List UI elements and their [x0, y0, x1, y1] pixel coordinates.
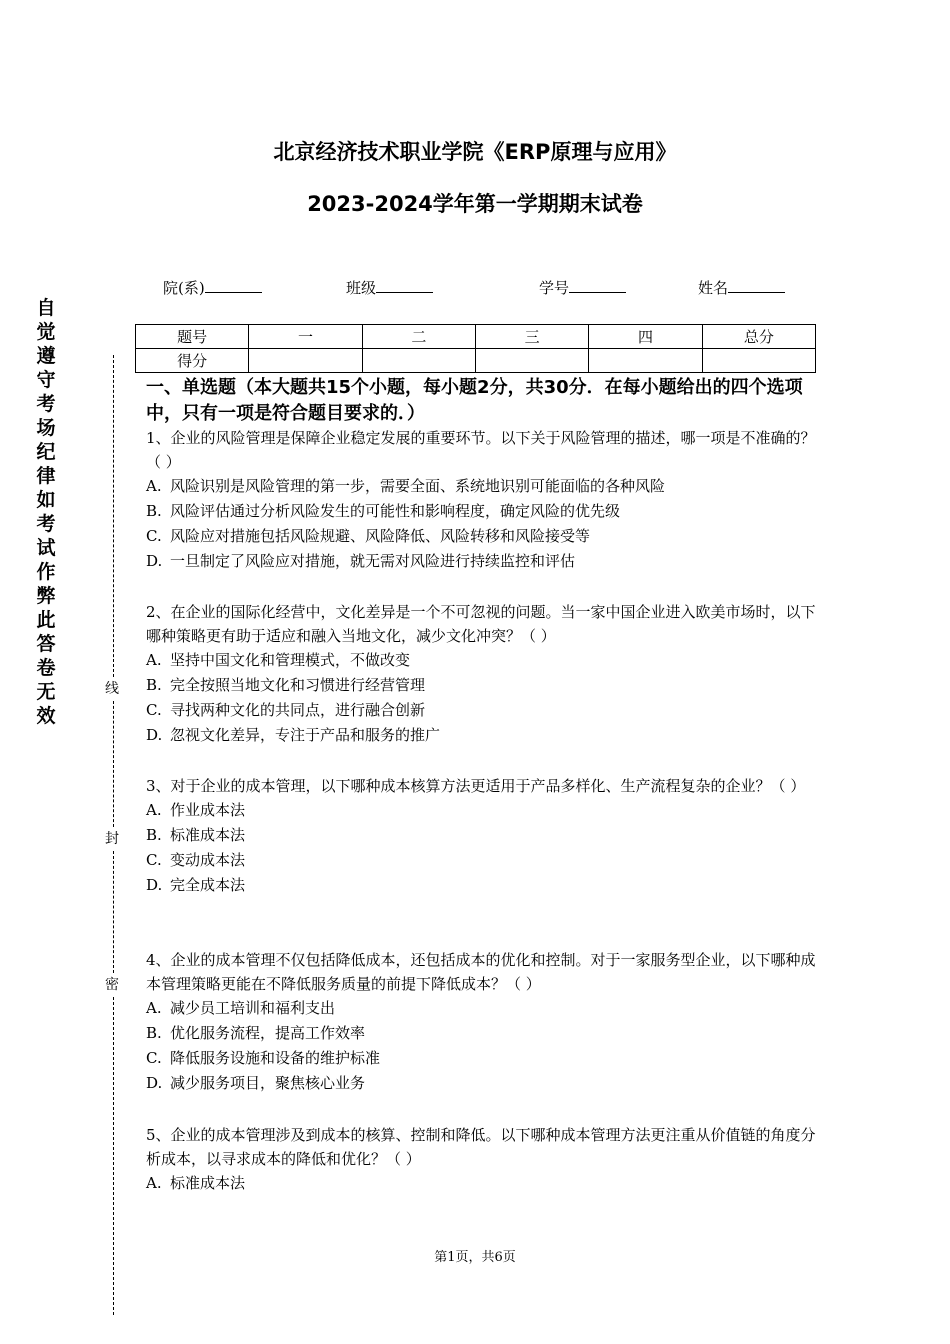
- score-cell-2[interactable]: [362, 349, 475, 373]
- binding-dash-line: [113, 355, 114, 677]
- score-cell-4[interactable]: [589, 349, 702, 373]
- option-b[interactable]: B. 风险评估通过分析风险发生的可能性和影响程度，确定风险的优先级: [146, 502, 621, 520]
- question-stem: 3、对于企业的成本管理，以下哪种成本核算方法更适用于产品多样化、生产流程复杂的企业？（ ）: [146, 777, 806, 795]
- option-b[interactable]: B. 优化服务流程，提高工作效率: [146, 1024, 366, 1042]
- score-cell-total[interactable]: [702, 349, 815, 373]
- score-row-label: 得分: [136, 349, 249, 373]
- option-d[interactable]: D. 一旦制定了风险应对措施，就无需对风险进行持续监控和评估: [146, 552, 576, 570]
- name-field: [698, 277, 785, 298]
- name-blank[interactable]: [728, 278, 785, 293]
- score-table-score-row: [136, 349, 816, 373]
- class-blank[interactable]: [376, 278, 433, 293]
- option-b[interactable]: B. 完全按照当地文化和习惯进行经营管理: [146, 676, 426, 694]
- option-a[interactable]: A. 风险识别是风险管理的第一步，需要全面、系统地识别可能面临的各种风险: [146, 477, 666, 495]
- question-5: [146, 1123, 816, 1196]
- question-1: [146, 426, 816, 574]
- question-stem: 2、在企业的国际化经营中，文化差异是一个不可忽视的问题。当一家中国企业进入欧美市场时，以下哪种策略更有助于适应和融入当地文化，减少文化冲突？（ ）: [146, 603, 816, 645]
- score-table-cell: 一: [249, 325, 362, 349]
- question-4: [146, 948, 816, 1096]
- score-table: [135, 324, 816, 373]
- option-c[interactable]: C. 寻找两种文化的共同点，进行融合创新: [146, 701, 426, 719]
- dept-label: 院(系): [163, 279, 205, 297]
- score-cell-3[interactable]: [475, 349, 588, 373]
- option-a[interactable]: A. 坚持中国文化和管理模式，不做改变: [146, 651, 411, 669]
- option-a[interactable]: A. 标准成本法: [146, 1174, 246, 1192]
- option-d[interactable]: D. 减少服务项目，聚焦核心业务: [146, 1074, 366, 1092]
- score-table-cell: 总分: [702, 325, 815, 349]
- binding-dash-line: [113, 997, 114, 1315]
- class-field: [346, 277, 433, 298]
- score-table-cell: 二: [362, 325, 475, 349]
- score-table-cell: 题号: [136, 325, 249, 349]
- option-a[interactable]: A. 减少员工培训和福利支出: [146, 999, 336, 1017]
- exam-title-line1: 北京经济技术职业学院《ERP原理与应用》: [273, 140, 677, 164]
- name-label: 姓名: [698, 279, 729, 297]
- score-cell-1[interactable]: [249, 349, 362, 373]
- question-stem: 5、企业的成本管理涉及到成本的核算、控制和降低。以下哪种成本管理方法更注重从价值链的角度分析成本，以寻求成本的降低和优化？（ ）: [146, 1126, 816, 1168]
- exam-discipline-warning: 自觉遵守考场纪律如考试作弊此答卷无效: [36, 297, 56, 727]
- option-a[interactable]: A. 作业成本法: [146, 801, 246, 819]
- binding-char-secret: 密: [105, 977, 119, 993]
- section-heading: 一、单选题（本大题共15个小题，每小题2分，共30分．在每小题给出的四个选项中，只有一项是符合题目要求的．）: [146, 377, 803, 424]
- page-number: 第1页，共6页: [434, 1250, 516, 1265]
- binding-char-seal: 封: [105, 831, 119, 847]
- student-id-field: [539, 277, 626, 298]
- dept-field: [163, 277, 262, 298]
- binding-char-line: 线: [105, 681, 119, 697]
- binding-dash-line: [113, 851, 114, 973]
- score-table-cell: 三: [475, 325, 588, 349]
- option-b[interactable]: B. 标准成本法: [146, 826, 246, 844]
- class-label: 班级: [346, 279, 377, 297]
- dept-blank[interactable]: [205, 278, 262, 293]
- option-d[interactable]: D. 完全成本法: [146, 876, 246, 894]
- question-3: [146, 774, 816, 898]
- student-id-label: 学号: [539, 279, 570, 297]
- question-stem: 1、企业的风险管理是保障企业稳定发展的重要环节。以下关于风险管理的描述，哪一项是不准确的？（ ）: [146, 429, 816, 471]
- score-table-cell: 四: [589, 325, 702, 349]
- student-id-blank[interactable]: [569, 278, 626, 293]
- option-c[interactable]: C. 降低服务设施和设备的维护标准: [146, 1049, 381, 1067]
- binding-dash-line: [113, 701, 114, 827]
- option-c[interactable]: C. 变动成本法: [146, 851, 246, 869]
- question-2: [146, 600, 816, 748]
- option-c[interactable]: C. 风险应对措施包括风险规避、风险降低、风险转移和风险接受等: [146, 527, 591, 545]
- score-table-header-row: [136, 325, 816, 349]
- option-d[interactable]: D. 忽视文化差异，专注于产品和服务的推广: [146, 726, 441, 744]
- question-stem: 4、企业的成本管理不仅包括降低成本，还包括成本的优化和控制。对于一家服务型企业，以下哪种成本管理策略更能在不降低服务质量的前提下降低成本？（ ）: [146, 951, 816, 993]
- exam-title-line2: 2023-2024学年第一学期期末试卷: [307, 192, 643, 216]
